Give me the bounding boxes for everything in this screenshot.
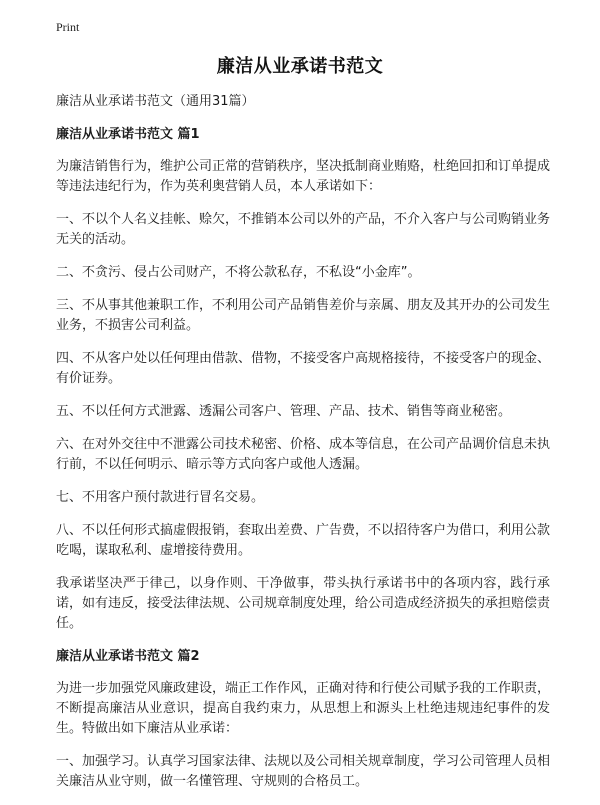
print-label: Print [56, 20, 80, 34]
paragraph: 三、不从事其他兼职工作，不利用公司产品销售差价与亲属、朋友及其开办的公司发生业务，不损害公司利益。 [56, 298, 551, 333]
document-body [56, 92, 550, 805]
section-heading-2: 廉洁从业承诺书范文 篇2 [56, 649, 200, 664]
paragraph: 我承诺坚决严于律己，以身作则、干净做事，带头执行承诺书中的各项内容，践行承诺，如有违反，接受法律法规、公司规章制度处理，给公司造成经济损失的承担赔偿责任。 [56, 576, 551, 631]
paragraph: 为廉洁销售行为，维护公司正常的营销秩序，坚决抵制商业贿赂，杜绝回扣和订单提成等违法违纪行为，作为英利奥营销人员，本人承诺如下： [56, 159, 551, 194]
paragraph: 一、加强学习。认真学习国家法律、法规以及公司相关规章制度，学习公司管理人员相关廉洁从业守则，做一名懂管理、守规则的合格员工。 [56, 754, 551, 789]
section-heading-1: 廉洁从业承诺书范文 篇1 [56, 127, 200, 142]
paragraph: 为进一步加强党风廉政建设，端正工作作风，正确对待和行使公司赋予我的工作职责，不断提高廉洁从业意识，提高自我约束力，从思想上和源头上杜绝违规违纪事件的发生。特做出如下廉洁从业承诺： [56, 681, 551, 736]
paragraph: 四、不从客户处以任何理由借款、借物，不接受客户高规格接待，不接受客户的现金、有价证券。 [56, 351, 551, 386]
paragraph: 六、在对外交往中不泄露公司技术秘密、价格、成本等信息，在公司产品调价信息未执行前，不以任何明示、暗示等方式向客户或他人透漏。 [56, 437, 551, 472]
paragraph: 五、不以任何方式泄露、透漏公司客户、管理、产品、技术、销售等商业秘密。 [56, 404, 512, 419]
paragraph: 七、不用客户预付款进行冒名交易。 [56, 490, 265, 505]
paragraph: 八、不以任何形式搞虚假报销，套取出差费、广告费，不以招待客户为借口，利用公款吃喝，谋取私利、虚增接待费用。 [56, 523, 551, 558]
paragraph: 一、不以个人名义挂帐、赊欠，不推销本公司以外的产品，不介入客户与公司购销业务无关的活动。 [56, 212, 551, 247]
paragraph: 二、不贪污、侵占公司财产，不将公款私存，不私设“小金库”。 [56, 265, 421, 280]
document-subtitle: 廉洁从业承诺书范文（通用31篇） [56, 94, 255, 109]
document-title: 廉洁从业承诺书范文 [216, 56, 384, 77]
